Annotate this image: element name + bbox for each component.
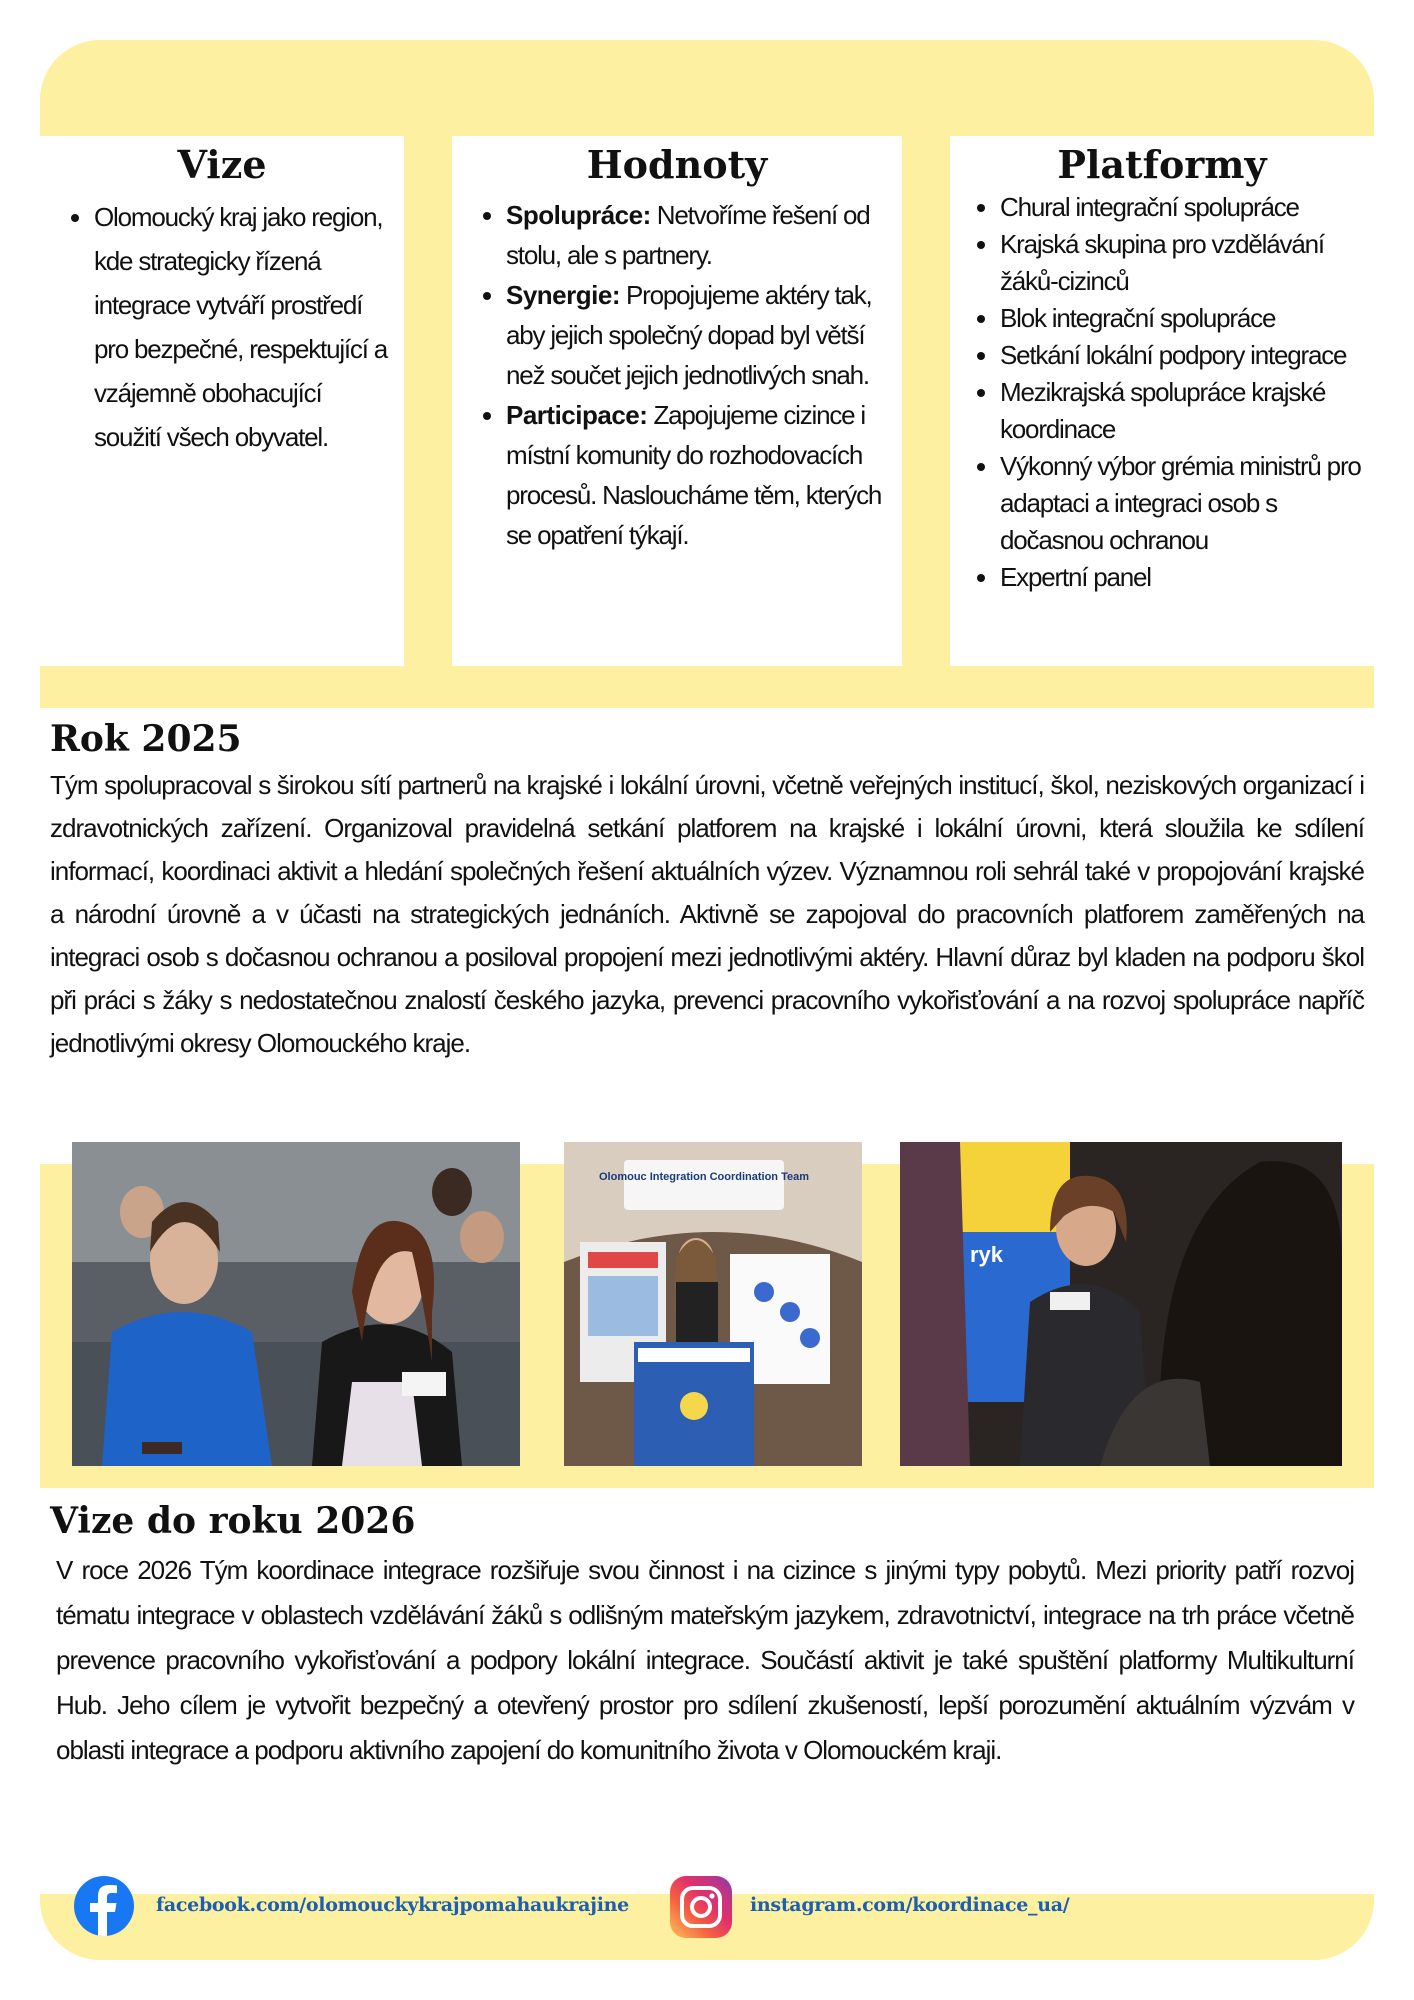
- page-frame: [40, 40, 1374, 1960]
- platformy-title: Platformy: [1057, 142, 1267, 187]
- facebook-icon[interactable]: [74, 1876, 134, 1936]
- vize-list: [40, 195, 404, 459]
- platformy-list: [950, 189, 1374, 596]
- photo-panel-speaker: [900, 1142, 1342, 1466]
- platformy-item: • Expertní panel: [1000, 559, 1366, 596]
- banner-text: ryk: [970, 1242, 1004, 1267]
- vize-column: [40, 136, 404, 666]
- vize2026-section: [40, 1488, 1374, 1894]
- hodnoty-item-synergie: • Synergie: Propojujeme aktéry tak, aby jejich společný dopad byl větší než součet jejich jednotlivých snah.: [506, 275, 882, 395]
- platformy-item: • Výkonný výbor grémia ministrů pro adaptaci a integraci osob s dočasnou ochranou: [1000, 448, 1366, 559]
- platformy-item: • Chural integrační spolupráce: [1000, 189, 1366, 226]
- hodnoty-list: [452, 195, 902, 555]
- instagram-link[interactable]: instagram.com/koordinace_ua/: [750, 1894, 1070, 1916]
- booth-sign-text: Olomouc Integration Coordination Team: [598, 1171, 810, 1183]
- vize-title: Vize: [177, 142, 267, 187]
- hodnoty-column: [452, 136, 902, 666]
- hodnoty-title: Hodnoty: [586, 142, 768, 187]
- platformy-item: • Mezikrajská spolupráce krajské koordinace: [1000, 374, 1366, 448]
- photo-info-booth: [564, 1142, 862, 1466]
- photo-conference-audience: [72, 1142, 520, 1466]
- platformy-column: [950, 136, 1374, 666]
- vize2026-title: Vize do roku 2026: [50, 1500, 416, 1542]
- hodnoty-item-participace: • Participace: Zapojujeme cizince i místní komunity do rozhodovacích procesů. Nasloucháme těm, kterých se opatření týkají.: [506, 395, 882, 555]
- platformy-item: • Krajská skupina pro vzdělávání žáků-cizinců: [1000, 226, 1366, 300]
- hodnoty-item-spoluprace: • Spolupráce: Netvoříme řešení od stolu, ale s partnery.: [506, 195, 882, 275]
- rok2025-section: [40, 708, 1374, 1164]
- instagram-icon[interactable]: [670, 1876, 732, 1938]
- vize-item: • Olomoucký kraj jako region, kde strategicky řízená integrace vytváří prostředí pro bezpečné, respektující a vzájemně obohacující soužití všech obyvatel.: [94, 195, 390, 459]
- rok2025-text: Tým spolupracoval s širokou sítí partnerů na krajské i lokální úrovni, včetně veřejných institucí, škol, neziskových organizací i zdravotnických zařízení. Organizoval pravidelná setkání platforem na krajské i lokální úrovni, která sloužila ke sdílení informací, koordinaci aktivit a hledání společných řešení aktuálních výzev. Významnou roli sehrál také v propojování krajské a národní úrovně a v účasti na strategických jednáních. Aktivně se zapojoval do pracovních platforem zaměřených na integraci osob s dočasnou ochranou a posiloval propojení mezi jednotlivými aktéry. Hlavní důraz byl kladen na podporu škol při práci s žáky s nedostatečnou znalostí českého jazyka, prevenci pracovního vykořisťování a na rozvoj spolupráce napříč jednotlivými okresy Olomouckého kraje.: [50, 770, 1364, 1058]
- rok2025-title: Rok 2025: [50, 718, 242, 760]
- platformy-item: • Blok integrační spolupráce: [1000, 300, 1366, 337]
- facebook-link[interactable]: facebook.com/olomouckykrajpomahaukrajine: [156, 1894, 629, 1916]
- vize2026-text: V roce 2026 Tým koordinace integrace rozšiřuje svou činnost i na cizince s jinými typy pobytů. Mezi priority patří rozvoj tématu integrace v oblastech vzdělávání žáků s odlišným mateřským jazykem, zdravotnictví, integrace na trh práce včetně prevence pracovního vykořisťování a podpory lokální integrace. Součástí aktivit je také spuštění platformy Multikulturní Hub. Jeho cílem je vytvořit bezpečný a otevřený prostor pro sdílení zkušeností, lepší porozumění aktuálním výzvám v oblasti integrace a podporu aktivního zapojení do komunitního života v Olomouckém kraji.: [56, 1555, 1354, 1765]
- platformy-item: • Setkání lokální podpory integrace: [1000, 337, 1366, 374]
